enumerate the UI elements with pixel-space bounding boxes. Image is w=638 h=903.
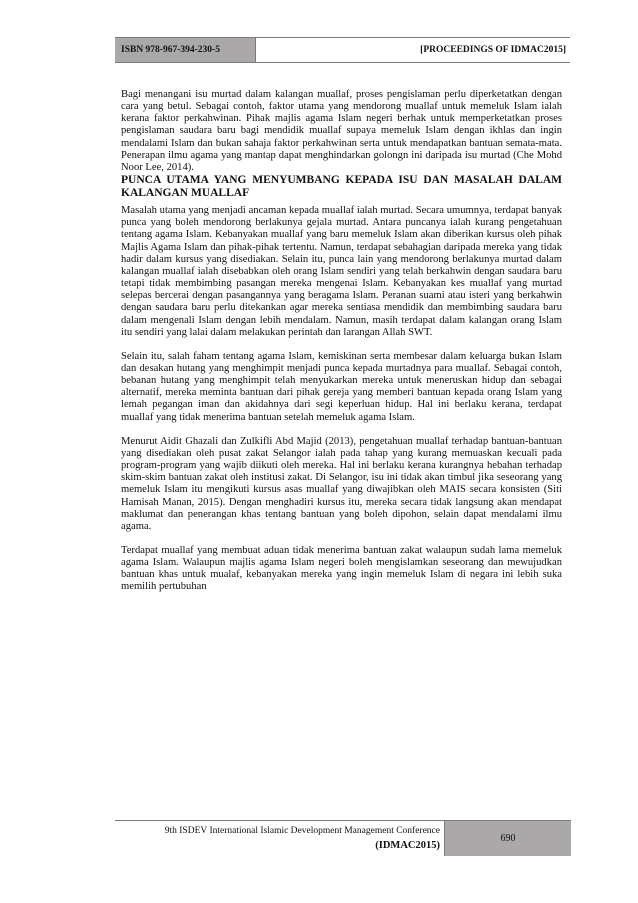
proceedings-title: [PROCEEDINGS OF IDMAC2015]	[255, 37, 570, 63]
conference-info	[115, 820, 445, 856]
paragraph-3: Selain itu, salah faham tentang agama Islam, kemiskinan serta membesar dalam keluarga bukan Islam dan desakan hutang yang menghimpit menjadi punca kepada murtadnya para muallaf. Sebagai contoh, bebanan hutang yang menghimpit telah menyukarkan mereka untuk meneruskan hidup dan sebagai alternatif, mereka meminta bantuan dari pihak gereja yang memberi bantuan kepada orang Islam yang lemah pegangan iman dan akidahnya dari segi keperluan hidup. Hal ini berlaku kerana, terdapat muallaf yang tidak menerima bantuan setelah memeluk agama Islam.	[121, 350, 562, 423]
section-heading: PUNCA UTAMA YANG MENYUMBANG KEPADA ISU DAN MASALAH DALAM KALANGAN MUALLAF	[121, 174, 562, 200]
paragraph-1: Bagi menangani isu murtad dalam kalangan muallaf, proses pengislaman perlu diperketatkan dengan cara yang betul. Sebagai contoh, faktor utama yang mendorong muallaf untuk memeluk Islam ialah kerana faktor perkahwinan. Pihak majlis agama Islam negeri berhak untuk memperketatkan proses pengislaman saudara baru bagi mendidik muallaf supaya memeluk Islam dengan ikhlas dan ingin mendalami Islam dan bukan sahaja faktor perkahwinan serta untuk mendapatkan bantuan semata-mata. Penerapan ilmu agama yang mantap dapat menghindarkan golongn ini daripada isu murtad (Che Mohd Noor Lee, 2014).	[121, 89, 562, 173]
page-header	[115, 37, 570, 63]
isbn-label: ISBN 978-967-394-230-5	[115, 37, 255, 63]
paragraph-2: Masalah utama yang menjadi ancaman kepada muallaf ialah murtad. Secara umumnya, terdapat banyak punca yang boleh mendorong berlakunya gejala murtad. Antara puncanya ialah kurang pengetahuan tentang agama Islam. Kebanyakan muallaf yang baru memeluk Islam akan diberikan kursus oleh pihak Majlis Agama Islam dan pihak-pihak tertentu. Namun, terdapat sebahagian daripada mereka yang tidak hadir dalam kursus yang disediakan. Selain itu, punca lain yang mendorong berlakunya murtad dalam kalangan muallaf ialah disebabkan oleh orang Islam sendiri yang telah berkahwin dengan saudara baru tetapi tidak membimbing pasangan mereka mengenai Islam. Kebanyakan kes muallaf yang murtad selepas bercerai dengan pasangannya yang beragama Islam. Peranan suami atau isteri yang berkahwin dengan saudara baru perlu ditekankan agar mereka sentiasa mendidik dan membimbing saudara baru dalam mengenali Islam dengan lebih mendalam. Namun, masih terdapat dalam kalangan orang Islam itu sendiri yang lalai dalam melakukan perintah dan larangan Allah SWT.	[121, 205, 562, 338]
conference-name: 9th ISDEV International Islamic Development Management Conference	[164, 826, 440, 836]
document-body	[121, 89, 562, 594]
conference-abbreviation: (IDMAC2015)	[375, 840, 440, 851]
page-number: 690	[445, 820, 571, 856]
paragraph-5: Terdapat muallaf yang membuat aduan tidak menerima bantuan zakat walaupun sudah lama memeluk agama Islam. Walaupun majlis agama Islam negeri boleh mengislamkan seseorang dan mewujudkan bantuan khas untuk mualaf, kebanyakan mereka yang ingin memeluk Islam di negara ini lebih suka memilih pertubuhan	[121, 545, 562, 593]
page-footer	[115, 820, 571, 856]
paragraph-4: Menurut Aidit Ghazali dan Zulkifli Abd Majid (2013), pengetahuan muallaf terhadap bantuan-bantuan yang disediakan oleh pusat zakat Selangor ialah pada tahap yang kurang memuaskan kecuali pada program-program yang wajib diikuti oleh mereka. Hal ini berlaku kerana kurangnya hebahan terhadap skim-skim bantuan zakat oleh institusi zakat. Di Selangor, isu ini tidak akan timbul jika seseorang yang memeluk Islam itu mengikuti kursus asas muallaf yang diwajibkan oleh MAIS secara konsisten (Siti Hamisah Manan, 2015). Dengan menghadiri kursus itu, mereka secara tidak langsung akan mendapat maklumat dan penerangan khas tentang bantuan yang boleh dipohon, selain dapat mendalami ilmu agama.	[121, 435, 562, 532]
